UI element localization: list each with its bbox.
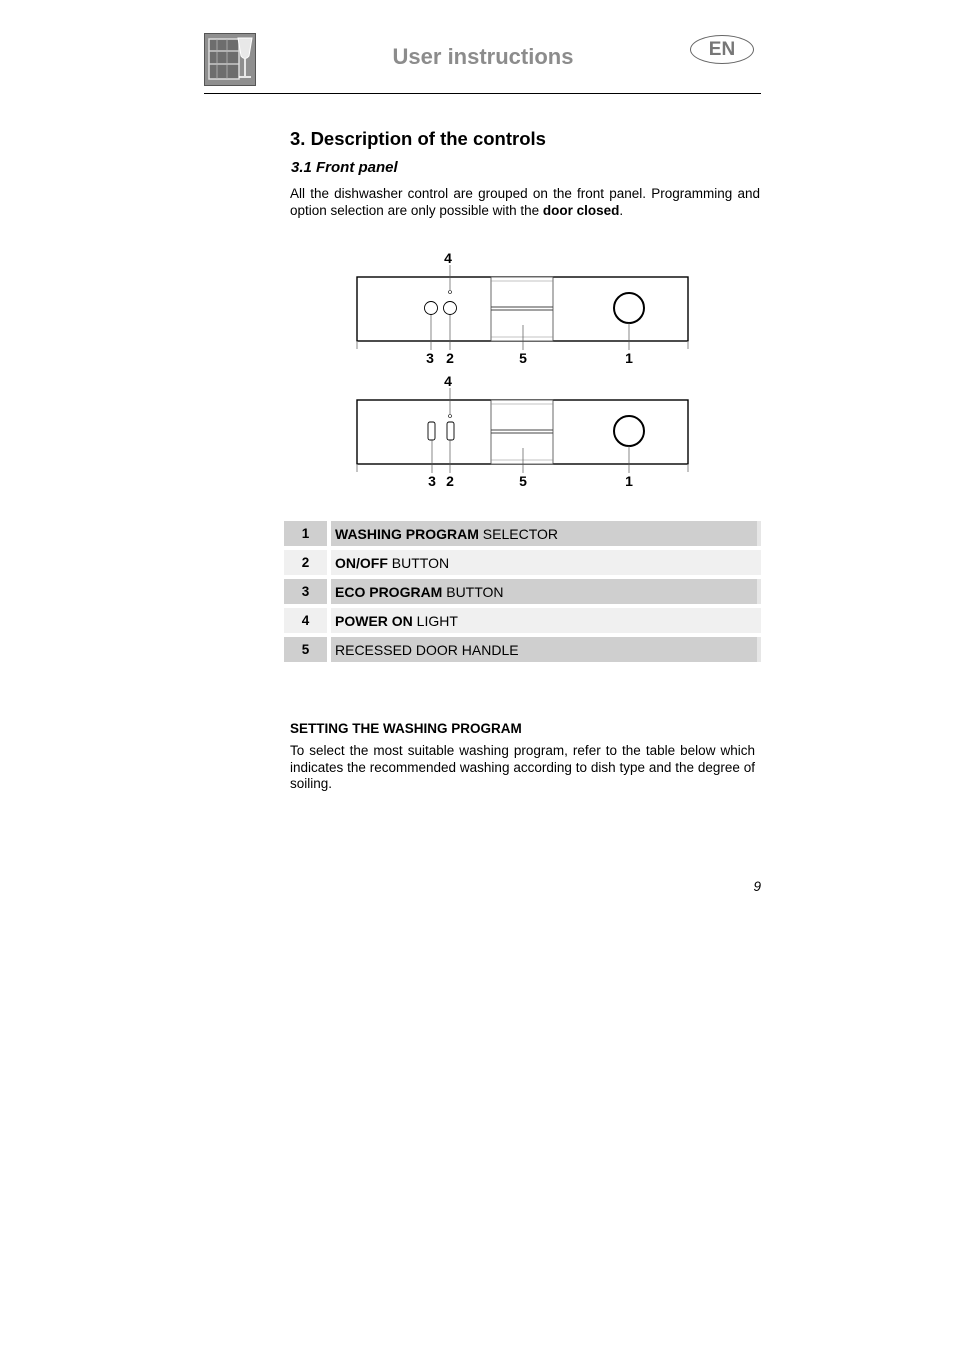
legend-description bbox=[331, 579, 761, 604]
legend-number: 3 bbox=[284, 579, 327, 604]
power-on-light-icon bbox=[449, 291, 452, 294]
legend-row bbox=[284, 521, 761, 546]
header-title: User instructions bbox=[392, 44, 574, 69]
intro-paragraph bbox=[290, 186, 760, 219]
legend-description bbox=[331, 550, 761, 575]
page-number: 9 bbox=[753, 879, 761, 894]
legend-bold: WASHING PROGRAM bbox=[335, 525, 479, 542]
language-badge: EN bbox=[690, 35, 754, 64]
intro-bold: door closed bbox=[542, 202, 620, 218]
legend-number: 5 bbox=[284, 637, 327, 662]
callout-label-top-1: 1 bbox=[625, 350, 633, 366]
legend-rest: LIGHT bbox=[412, 612, 458, 629]
legend-rest: BUTTON bbox=[387, 554, 450, 571]
legend-row bbox=[284, 608, 761, 633]
legend-rest: BUTTON bbox=[442, 583, 504, 600]
on-off-button-icon bbox=[447, 422, 454, 440]
legend-row-edge bbox=[757, 521, 761, 546]
legend-number: 2 bbox=[284, 550, 327, 575]
intro-end: . bbox=[619, 202, 624, 218]
legend-row-edge bbox=[757, 579, 761, 604]
callout-label-bottom-4: 4 bbox=[444, 373, 452, 389]
subsection-title: 3.1 Front panel bbox=[291, 159, 398, 176]
eco-program-button-icon bbox=[428, 422, 435, 440]
callout-label-top-3: 3 bbox=[426, 350, 434, 366]
callout-label-bottom-3: 3 bbox=[428, 473, 436, 489]
legend-row bbox=[284, 550, 761, 575]
callout-label-top-2: 2 bbox=[446, 350, 454, 366]
legend-bold: ECO PROGRAM bbox=[335, 583, 443, 600]
legend-row bbox=[284, 637, 761, 662]
front-panel-bottom bbox=[357, 373, 688, 489]
dishwasher-glass-icon bbox=[204, 33, 256, 86]
on-off-button-icon bbox=[444, 302, 457, 315]
controls-legend-table bbox=[284, 521, 761, 666]
setting-paragraph: To select the most suitable washing program, refer to the table below which indicates the recommended washing according to dish type and the degree of soiling. bbox=[290, 743, 755, 791]
legend-bold: POWER ON bbox=[335, 612, 413, 629]
legend-rest: RECESSED DOOR HANDLE bbox=[335, 641, 519, 658]
legend-rest: SELECTOR bbox=[478, 525, 558, 542]
legend-description bbox=[331, 521, 761, 546]
front-panel-diagram bbox=[340, 245, 700, 495]
eco-program-button-icon bbox=[425, 302, 438, 315]
callout-label-bottom-5: 5 bbox=[519, 473, 527, 489]
callout-label-bottom-2: 2 bbox=[446, 473, 454, 489]
setting-title: SETTING THE WASHING PROGRAM bbox=[290, 721, 522, 736]
legend-bold: ON/OFF bbox=[335, 554, 388, 571]
front-panel-top bbox=[357, 250, 688, 366]
callout-label-top-5: 5 bbox=[519, 350, 527, 366]
legend-row-edge bbox=[757, 637, 761, 662]
callout-label-bottom-1: 1 bbox=[625, 473, 633, 489]
section-title: 3. Description of the controls bbox=[290, 128, 546, 149]
legend-number: 4 bbox=[284, 608, 327, 633]
header-divider bbox=[204, 93, 761, 94]
legend-row bbox=[284, 579, 761, 604]
callout-label-top-4: 4 bbox=[444, 250, 452, 266]
power-on-light-icon bbox=[449, 415, 452, 418]
program-selector-knob-icon bbox=[614, 293, 644, 323]
program-selector-knob-icon bbox=[614, 416, 644, 446]
intro-text: All the dishwasher control are grouped on the front panel. Programming and option selection are only possible with the bbox=[290, 186, 760, 218]
legend-number: 1 bbox=[284, 521, 327, 546]
legend-description bbox=[331, 608, 761, 633]
legend-description bbox=[331, 637, 761, 662]
